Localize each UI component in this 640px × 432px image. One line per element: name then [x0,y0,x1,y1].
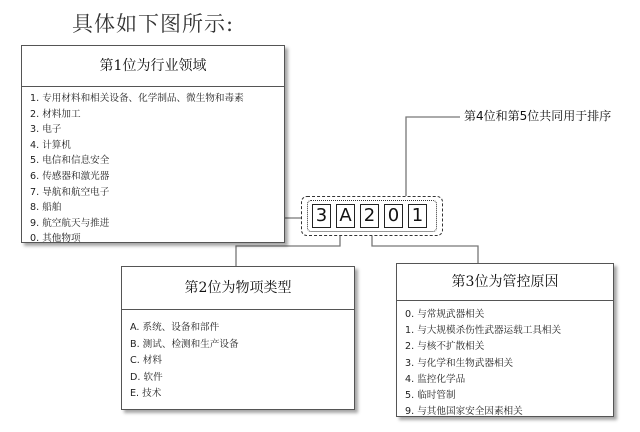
list-item: 3. 与化学和生物武器相关 [405,357,514,369]
code-digit-5: 1 [408,204,427,228]
classification-code [312,204,427,228]
list-item: 5. 电信和信息安全 [30,155,110,167]
list-item: 7. 导航和航空电子 [30,186,110,198]
list-item: 6. 传感器和激光器 [30,170,110,182]
list-item: A. 系统、设备和部件 [130,322,220,333]
control-reason-box [396,263,614,417]
list-item: D. 软件 [130,371,163,383]
list-item: 9. 与其他国家安全因素相关 [405,406,523,418]
list-item: 9. 航空航天与推进 [30,217,110,229]
list-item: C. 材料 [130,355,162,366]
intro-text: 具体如下图所示: [72,12,235,36]
item-type-box [121,266,355,410]
list-item: 0. 与常规武器相关 [405,309,485,320]
industry-field-title: 第1位为行业领域 [22,46,284,87]
list-item: 4. 监控化学品 [405,373,466,385]
digits-4-5-label: 第4位和第5位共同用于排序 [464,109,612,123]
code-digit-3: 2 [360,204,379,228]
item-type-title: 第2位为物项类型 [122,267,354,310]
industry-field-box [21,45,285,243]
list-item: 3. 电子 [30,124,62,136]
code-digit-2: A [336,204,355,228]
list-item: E. 技术 [130,388,162,399]
list-item: 2. 材料加工 [30,108,81,120]
list-item: 2. 与核不扩散相关 [405,341,485,353]
control-reason-list [397,301,613,420]
item-type-list [122,310,354,403]
list-item: 8. 船舶 [30,202,62,214]
code-digit-1: 3 [312,204,331,228]
list-item: B. 测试、检测和生产设备 [130,338,239,350]
list-item: 4. 计算机 [30,139,71,151]
list-item: 0. 其他物项 [30,233,81,245]
connector-label45 [406,117,460,196]
control-reason-title: 第3位为管控原因 [397,264,613,301]
connector-box3 [372,236,478,263]
list-item: 1. 专用材料和相关设备、化学制品、微生物和毒素 [30,93,244,104]
code-digit-4: 0 [384,204,403,228]
industry-field-list [22,87,284,247]
list-item: 1. 与大规模杀伤性武器运载工具相关 [405,325,562,337]
list-item: 5. 临时管制 [405,390,456,402]
